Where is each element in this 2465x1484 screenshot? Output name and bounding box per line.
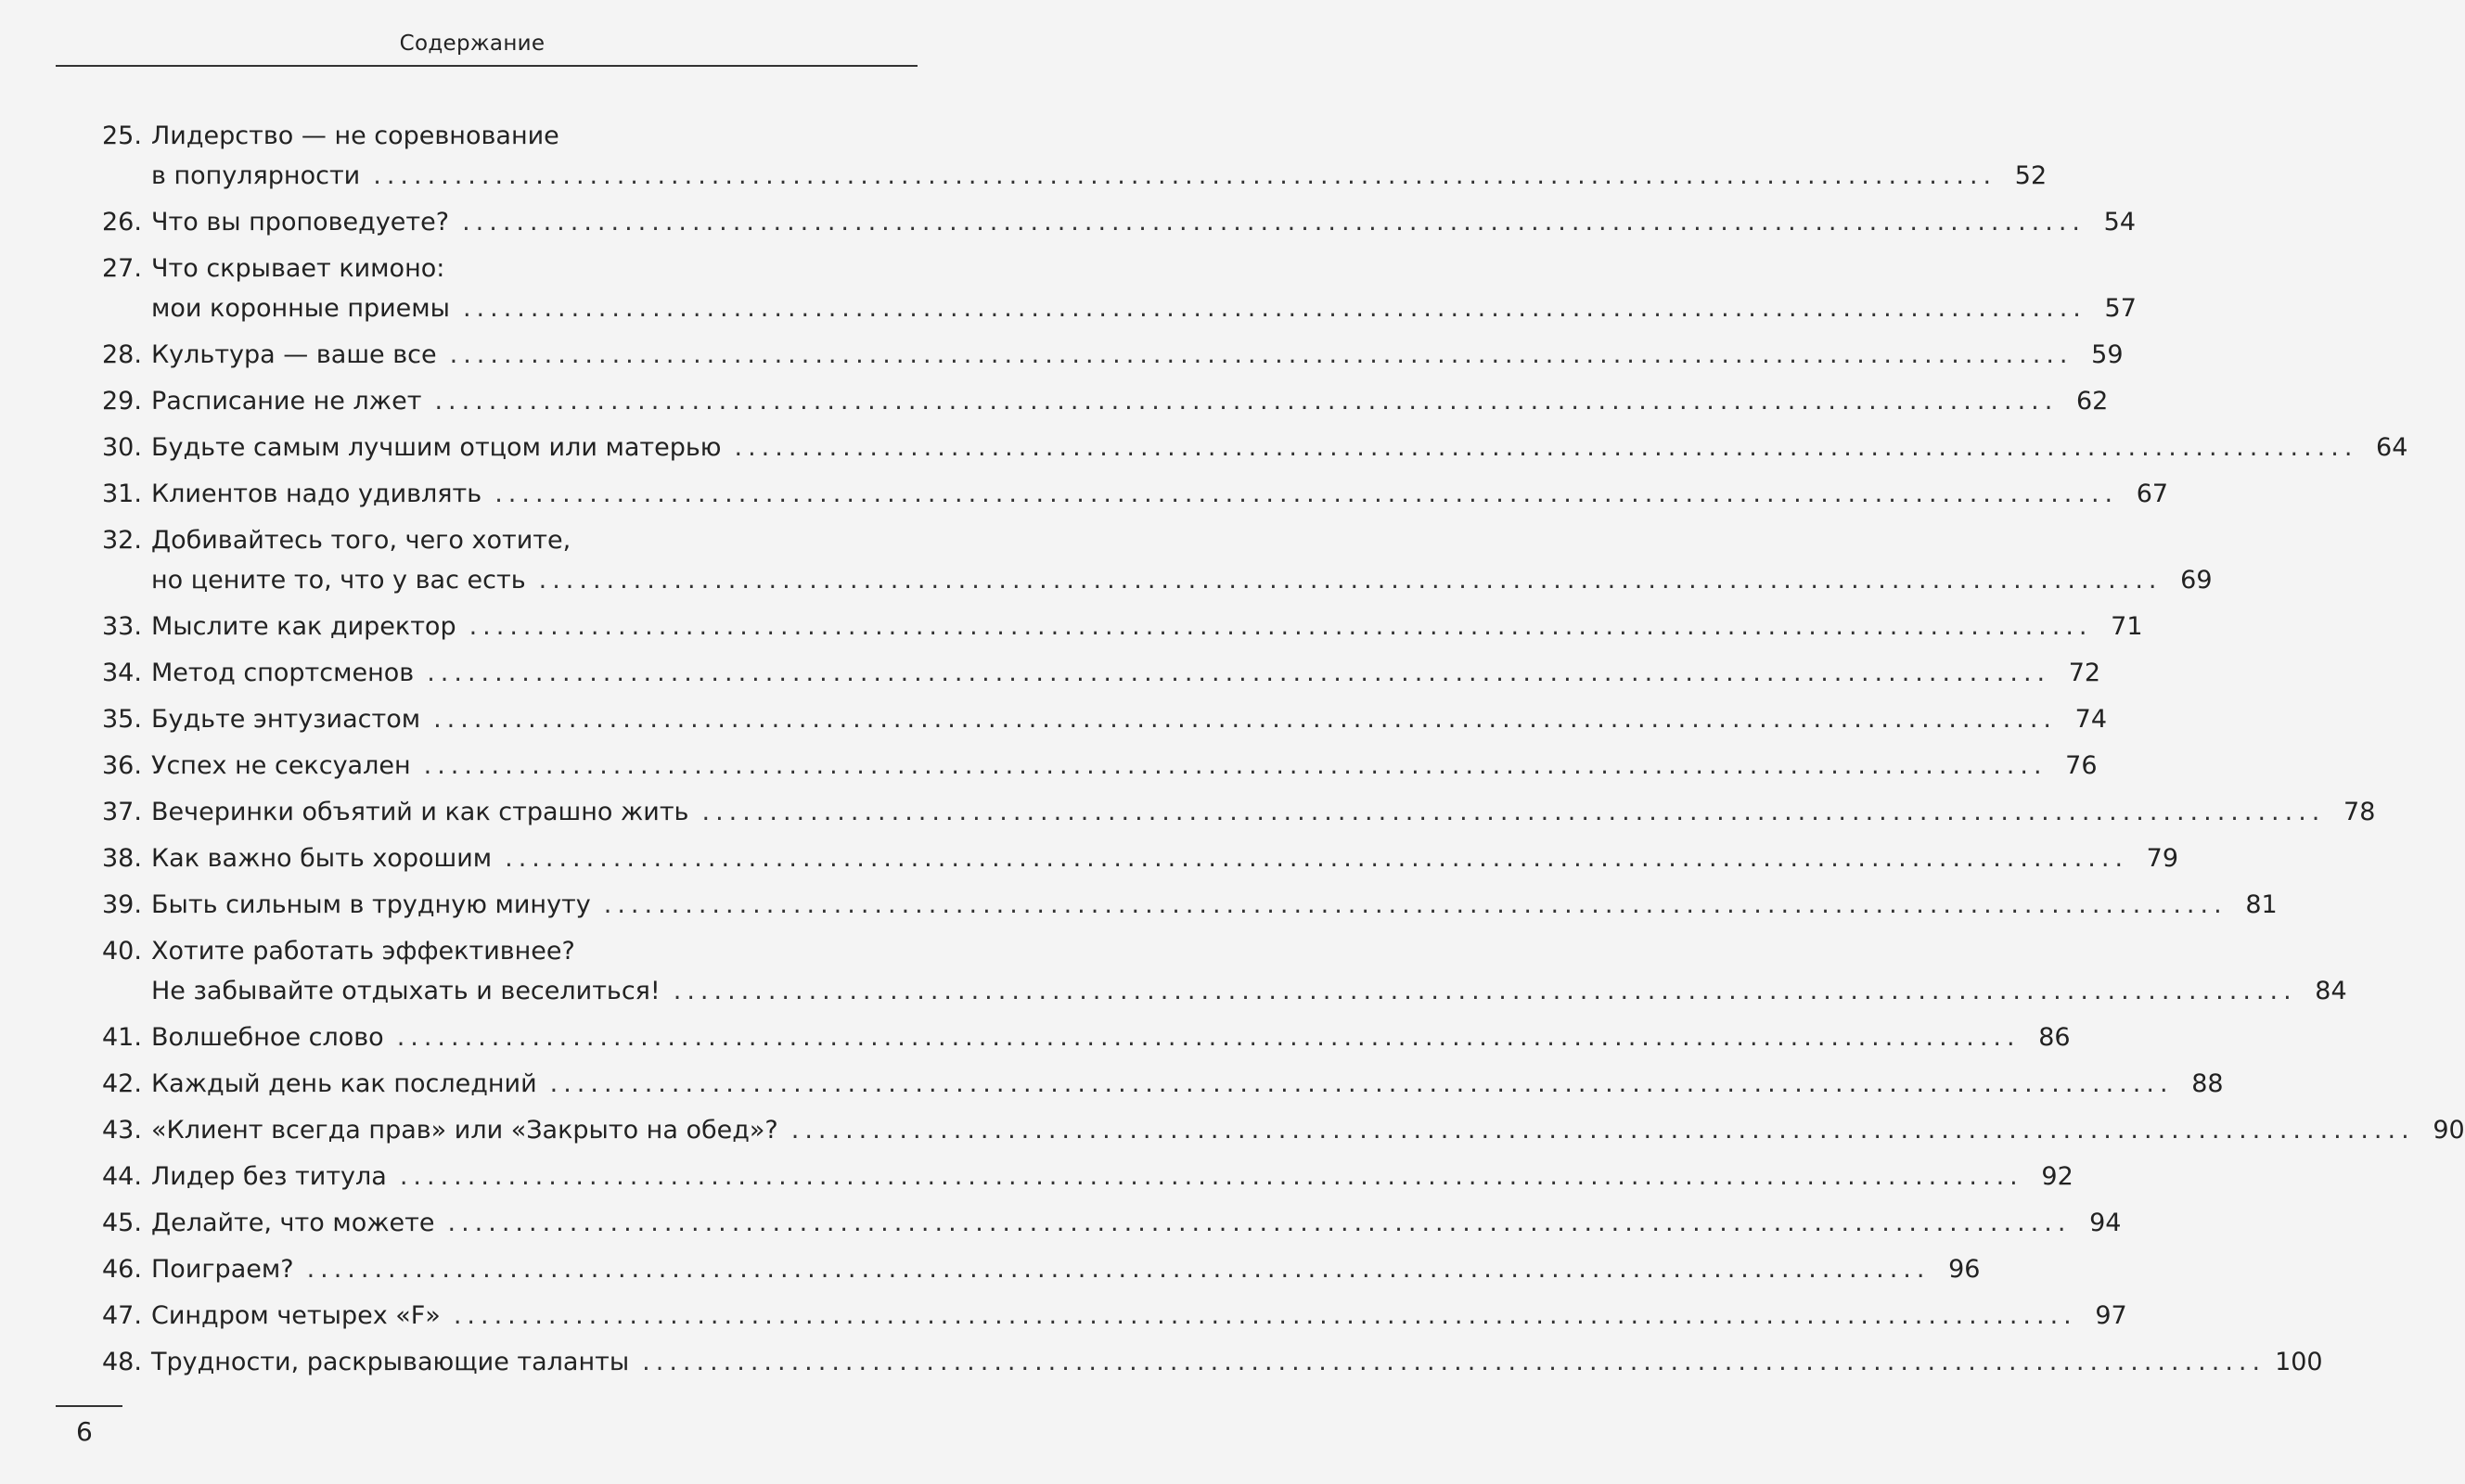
toc-entry-line bbox=[102, 1064, 2224, 1104]
header-rule bbox=[56, 65, 918, 67]
toc-entry-page: 78 bbox=[2343, 798, 2376, 826]
toc-entry-line bbox=[102, 885, 2278, 925]
dot-leader: ........................................................................................................................ bbox=[549, 1069, 2174, 1098]
toc-entry-line bbox=[102, 1342, 2323, 1382]
toc-entry-line bbox=[102, 116, 863, 156]
toc-entry-number: 36. bbox=[102, 751, 142, 780]
dot-leader: ........................................................................................................................ bbox=[447, 1209, 2072, 1237]
dot-leader: ........................................................................................................................ bbox=[494, 480, 2119, 508]
toc-entry-title: Что скрывает кимоно: bbox=[151, 254, 445, 283]
toc-entry-number: 29. bbox=[102, 387, 142, 416]
toc-entry-number: 39. bbox=[102, 890, 142, 919]
toc-entry-page: 94 bbox=[2089, 1209, 2122, 1237]
toc-entry-number: 41. bbox=[102, 1023, 142, 1052]
toc-entry-number: 34. bbox=[102, 659, 142, 687]
dot-leader: ........................................................................................................................ bbox=[399, 1162, 2023, 1191]
toc-entry-number: 31. bbox=[102, 480, 142, 508]
toc-entry bbox=[102, 792, 2376, 832]
dot-leader: ........................................................................................................................ bbox=[462, 208, 2086, 237]
toc-entry-title: Делайте, что можете bbox=[151, 1209, 435, 1237]
toc-entry-line bbox=[102, 560, 2213, 600]
toc-entry-title: Не забывайте отдыхать и веселиться! bbox=[151, 977, 661, 1005]
toc-entry-number: 45. bbox=[102, 1209, 142, 1237]
toc-entry bbox=[102, 474, 2169, 514]
dot-leader: ........................................................................................................................ bbox=[396, 1023, 2021, 1052]
toc-entry-number: 47. bbox=[102, 1301, 142, 1330]
toc-entry-title: Быть сильным в трудную минуту bbox=[151, 890, 591, 919]
toc-entry-number: 26. bbox=[102, 208, 142, 237]
dot-leader: ........................................................................................................................ bbox=[701, 798, 2326, 826]
toc-entry bbox=[102, 885, 2278, 925]
dot-leader: ........................................................................................................................ bbox=[642, 1348, 2266, 1376]
toc-entry-number: 32. bbox=[102, 526, 142, 555]
toc-entry-line bbox=[102, 971, 2347, 1011]
toc-entry-line bbox=[102, 156, 2048, 196]
toc-entry bbox=[102, 607, 2143, 646]
toc-entry-number: 46. bbox=[102, 1255, 142, 1284]
dot-leader: ........................................................................................................................ bbox=[434, 387, 2059, 416]
toc-entry bbox=[102, 335, 2124, 375]
toc-entry-page: 100 bbox=[2275, 1348, 2323, 1376]
dot-leader: ........................................................................................................................ bbox=[306, 1255, 1931, 1284]
toc-entry-line bbox=[102, 381, 2109, 421]
dot-leader: ........................................................................................................................ bbox=[373, 161, 1997, 190]
toc-entry-page: 69 bbox=[2180, 566, 2213, 595]
toc-entry-line bbox=[102, 746, 2098, 786]
toc-entry-page: 90 bbox=[2433, 1116, 2465, 1145]
dot-leader: ........................................................................................................................ bbox=[734, 433, 2358, 462]
toc-entry-title: «Клиент всегда прав» или «Закрыто на обед»? bbox=[151, 1116, 778, 1145]
dot-leader: ........................................................................................................................ bbox=[427, 659, 2051, 687]
toc-entry-line bbox=[102, 428, 2408, 467]
toc-entry-page: 81 bbox=[2245, 890, 2278, 919]
toc-entry-number: 30. bbox=[102, 433, 142, 462]
toc-entry-line bbox=[102, 607, 2143, 646]
toc-entry-number: 48. bbox=[102, 1348, 142, 1376]
toc-entry-line bbox=[102, 249, 863, 288]
toc-entry-title: Добивайтесь того, чего хотите, bbox=[151, 526, 571, 555]
toc-entry bbox=[102, 1342, 2323, 1382]
table-of-contents bbox=[102, 116, 2465, 1388]
dot-leader: ........................................................................................................................ bbox=[673, 977, 2297, 1005]
toc-entry-title: Поиграем? bbox=[151, 1255, 294, 1284]
toc-entry-page: 88 bbox=[2191, 1069, 2224, 1098]
toc-entry-line bbox=[102, 931, 863, 971]
dot-leader: ........................................................................................................................ bbox=[423, 751, 2048, 780]
toc-entry-number: 42. bbox=[102, 1069, 142, 1098]
toc-entry-number: 35. bbox=[102, 705, 142, 734]
toc-entry-title: Мыслите как директор bbox=[151, 612, 456, 641]
toc-entry-page: 86 bbox=[2038, 1023, 2071, 1052]
footer-rule bbox=[56, 1405, 122, 1407]
toc-entry-line bbox=[102, 474, 2169, 514]
toc-entry-line bbox=[102, 1157, 2073, 1196]
toc-entry-line bbox=[102, 288, 2137, 328]
toc-entry-title: Лидер без титула bbox=[151, 1162, 387, 1191]
dot-leader: ........................................................................................................................ bbox=[538, 566, 2163, 595]
dot-leader: ........................................................................................................................ bbox=[790, 1116, 2415, 1145]
toc-entry-number: 33. bbox=[102, 612, 142, 641]
toc-entry-title: Волшебное слово bbox=[151, 1023, 384, 1052]
toc-entry-line bbox=[102, 1110, 2465, 1150]
toc-entry-page: 57 bbox=[2104, 294, 2137, 323]
toc-entry-line bbox=[102, 653, 2101, 693]
running-head-title: Содержание bbox=[399, 32, 546, 56]
toc-entry-line bbox=[102, 520, 863, 560]
toc-entry bbox=[102, 428, 2408, 467]
toc-entry-title: Клиентов надо удивлять bbox=[151, 480, 482, 508]
toc-entry-title: Хотите работать эффективнее? bbox=[151, 937, 575, 966]
toc-entry bbox=[102, 202, 2136, 242]
toc-entry-number: 44. bbox=[102, 1162, 142, 1191]
toc-entry-title: Что вы проповедуете? bbox=[151, 208, 450, 237]
toc-entry bbox=[102, 249, 2137, 328]
toc-entry-title: Будьте самым лучшим отцом или матерью bbox=[151, 433, 722, 462]
toc-entry bbox=[102, 653, 2101, 693]
toc-entry-title: но цените то, что у вас есть bbox=[151, 566, 526, 595]
toc-entry bbox=[102, 381, 2109, 421]
toc-entry-line bbox=[102, 202, 2136, 242]
toc-entry-title: Как важно быть хорошим bbox=[151, 844, 493, 873]
toc-entry-page: 59 bbox=[2091, 340, 2124, 369]
toc-entry-line bbox=[102, 1017, 2071, 1057]
toc-entry-page: 62 bbox=[2075, 387, 2109, 416]
toc-entry bbox=[102, 1203, 2122, 1243]
page-number: 6 bbox=[76, 1416, 93, 1447]
dot-leader: ........................................................................................................................ bbox=[453, 1301, 2077, 1330]
toc-entry bbox=[102, 116, 2048, 196]
toc-entry-page: 71 bbox=[2111, 612, 2143, 641]
toc-entry-title: Успех не сексуален bbox=[151, 751, 411, 780]
toc-entry-number: 27. bbox=[102, 254, 142, 283]
toc-entry-page: 52 bbox=[2014, 161, 2048, 190]
toc-entry-page: 72 bbox=[2068, 659, 2101, 687]
toc-entry-page: 79 bbox=[2146, 844, 2179, 873]
toc-entry-line bbox=[102, 699, 2107, 739]
toc-entry-line bbox=[102, 1203, 2122, 1243]
dot-leader: ........................................................................................................................ bbox=[433, 705, 2057, 734]
toc-entry-page: 96 bbox=[1948, 1255, 1981, 1284]
toc-entry-title: Культура — ваше все bbox=[151, 340, 437, 369]
toc-entry-title: Расписание не лжет bbox=[151, 387, 422, 416]
toc-entry-number: 38. bbox=[102, 844, 142, 873]
toc-entry-title: Лидерство — не соревнование bbox=[151, 122, 559, 150]
dot-leader: ........................................................................................................................ bbox=[469, 612, 2093, 641]
toc-entry-page: 76 bbox=[2065, 751, 2098, 780]
toc-entry bbox=[102, 1249, 1981, 1289]
dot-leader: ........................................................................................................................ bbox=[462, 294, 2086, 323]
toc-entry-page: 67 bbox=[2136, 480, 2169, 508]
toc-entry-title: Вечеринки объятий и как страшно жить bbox=[151, 798, 689, 826]
toc-entry-title: Каждый день как последний bbox=[151, 1069, 537, 1098]
toc-entry bbox=[102, 1017, 2071, 1057]
toc-entry-line bbox=[102, 335, 2124, 375]
toc-entry bbox=[102, 1064, 2224, 1104]
toc-entry bbox=[102, 1157, 2073, 1196]
dot-leader: ........................................................................................................................ bbox=[449, 340, 2073, 369]
toc-entry-title: Будьте энтузиастом bbox=[151, 705, 421, 734]
toc-entry bbox=[102, 838, 2179, 878]
toc-entry-page: 74 bbox=[2074, 705, 2107, 734]
toc-entry-number: 37. bbox=[102, 798, 142, 826]
toc-entry-number: 28. bbox=[102, 340, 142, 369]
toc-entry bbox=[102, 931, 2347, 1011]
toc-entry bbox=[102, 520, 2213, 600]
toc-entry-title: в популярности bbox=[151, 161, 361, 190]
toc-entry-title: Синдром четырех «F» bbox=[151, 1301, 441, 1330]
toc-entry-number: 43. bbox=[102, 1116, 142, 1145]
dot-leader: ........................................................................................................................ bbox=[603, 890, 2227, 919]
toc-entry-title: Метод спортсменов bbox=[151, 659, 415, 687]
toc-entry bbox=[102, 1296, 2127, 1336]
toc-entry-line bbox=[102, 792, 2376, 832]
toc-entry-page: 64 bbox=[2376, 433, 2408, 462]
toc-entry-line bbox=[102, 1249, 1981, 1289]
toc-entry-title: мои коронные приемы bbox=[151, 294, 450, 323]
toc-entry bbox=[102, 699, 2107, 739]
toc-entry-page: 54 bbox=[2103, 208, 2136, 237]
toc-entry-title: Трудности, раскрывающие таланты bbox=[151, 1348, 630, 1376]
toc-entry bbox=[102, 1110, 2465, 1150]
toc-entry-line bbox=[102, 1296, 2127, 1336]
toc-entry-page: 84 bbox=[2315, 977, 2347, 1005]
toc-entry-number: 25. bbox=[102, 122, 142, 150]
toc-entry-page: 92 bbox=[2041, 1162, 2073, 1191]
dot-leader: ........................................................................................................................ bbox=[505, 844, 2129, 873]
toc-entry-line bbox=[102, 838, 2179, 878]
toc-entry-number: 40. bbox=[102, 937, 142, 966]
toc-entry bbox=[102, 746, 2098, 786]
toc-entry-page: 97 bbox=[2095, 1301, 2127, 1330]
